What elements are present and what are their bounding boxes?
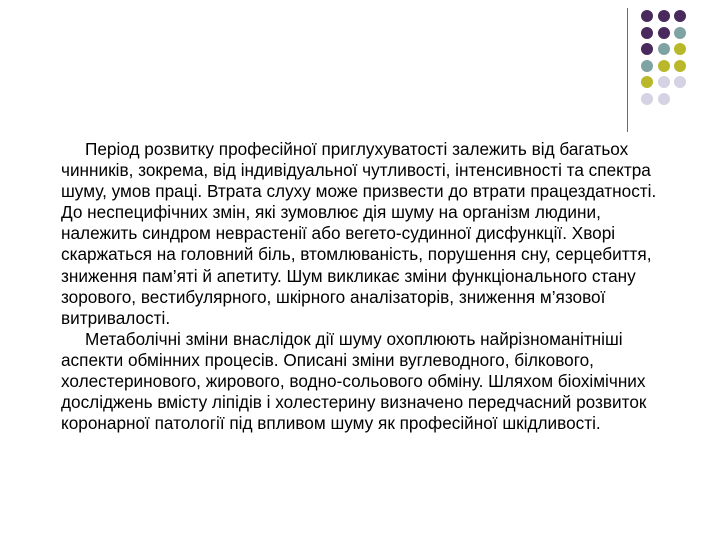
decorative-dot (658, 93, 670, 105)
decorative-dot (641, 76, 653, 88)
decorative-dot (674, 60, 686, 72)
paragraph-hearing-loss: Період розвитку професійної приглухуватості залежить від багатьох чинників, зокрема, від індивідуальної чутливості, інтенсивності та спектра шуму, умов праці. Втрата слуху може призвести до втрати працездатності. До неспецифічних змін, які зумовлює дія шуму на організм людини, належить синдром неврастенії або вегето-судинної дисфункції. Хворі скаржаться на головний біль, втомлюваність, порушення сну, серцебиття, зниження пам’яті й апетиту. Шум викликає зміни функціонального стану зорового, вестибулярного, шкірного аналізаторів, зниження м’язової витривалості. (61, 139, 657, 328)
decorative-dot (641, 10, 653, 22)
decorative-dot (674, 76, 686, 88)
decorative-dot (674, 10, 686, 22)
decorative-dot (658, 43, 670, 55)
decorative-dot-grid (641, 10, 713, 108)
decorative-dot (641, 27, 653, 39)
decorative-dot (641, 93, 653, 105)
decorative-dot (658, 60, 670, 72)
decorative-dot (658, 10, 670, 22)
vertical-divider-line (627, 8, 628, 132)
paragraph-metabolic-changes: Метаболічні зміни внаслідок дії шуму охоплюють найрізноманітніші аспекти обмінних процесів. Описані зміни вуглеводного, білкового, холестеринового, жирового, водно-сольового обміну. Шляхом біохімічних досліджень вмісту ліпідів і холестерину визначено передчасний розвиток коронарної патології під впливом шуму як професійної шкідливості. (61, 328, 647, 434)
decorative-dot (641, 60, 653, 72)
decorative-dot (658, 76, 670, 88)
decorative-dot (674, 43, 686, 55)
decorative-dot (658, 27, 670, 39)
decorative-dot (641, 43, 653, 55)
slide-body-text (61, 139, 671, 434)
decorative-dot (674, 27, 686, 39)
